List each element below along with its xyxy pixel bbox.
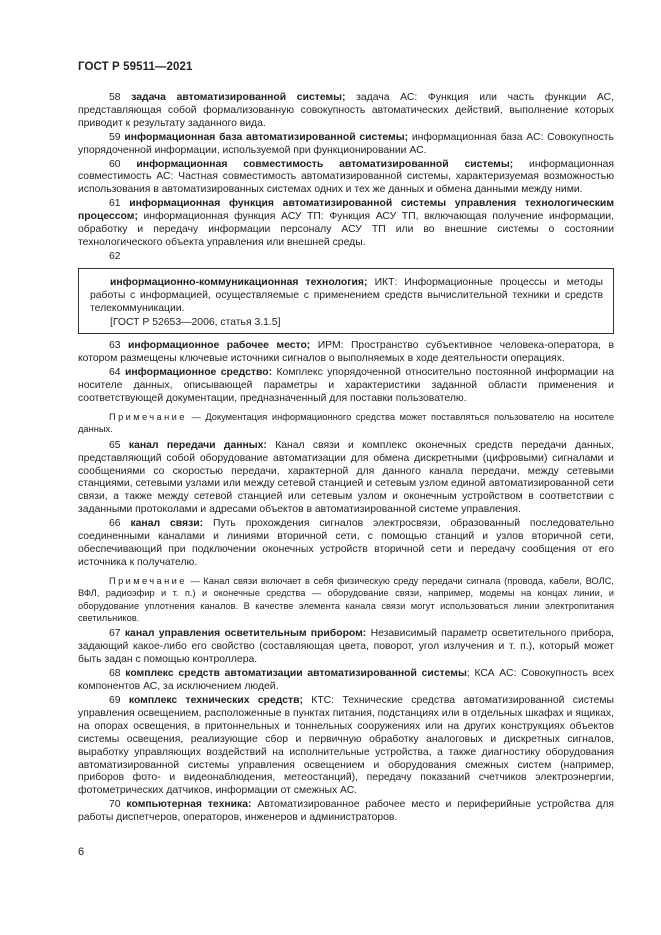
page-number: 6 — [78, 846, 85, 858]
entry-64: 64 информационное средство: Комплекс упорядоченной относительно постоянной информации на носителе данных, описывающей параметры и характеристики заданной области применения и соответствующей документации, предназначенный для поставки пользователю. — [78, 367, 614, 405]
term: информационно-коммуникационная технология; — [110, 276, 368, 288]
definition: Независимый параметр осветительного прибора, задающий какое-либо его свойство (составляющая цвета, поворот, угол излучения и т. п.), который может быть задан с помощью контроллера. — [78, 628, 614, 666]
term: комплекс технических средств; — [128, 694, 303, 706]
term: информационное средство: — [125, 367, 273, 379]
quoted-definition-box — [78, 268, 614, 335]
entry-62-number: 62 — [109, 250, 121, 262]
definition: Путь прохождения сигналов электросвязи, образованный последовательно соединенными каналами и линиями вторичной сети, с помощью станций и узлов вторичной сети, обеспечивающий при подключении оконечных устройств вторичной сети и передачу сообщения от его источника к получателю. — [78, 518, 614, 568]
entry-67: 67 канал управления осветительным прибором: Независимый параметр осветительного прибора, задающий какое-либо его свойство (составляющая цвета, поворот, угол излучения и т. п.), который может быть задан с помощью контроллера. — [78, 628, 614, 666]
source-reference: [ГОСТ Р 52653—2006, статья 3.1.5] — [110, 316, 281, 328]
note-text: — Документация информационного средства может поставляться пользователю на носителе данных. — [78, 411, 614, 435]
term: информационное рабочее место; — [128, 340, 311, 352]
entry-61: 61 информационная функция автоматизированной системы управления технологическим процессом; информационная функция АСУ ТП: Функция АСУ ТП, включающая получение информации, обработку и передачу информации персоналу АСУ ТП или во внешние системы о состоянии технологического объекта управления или внешней среды. — [78, 198, 615, 248]
term: комплекс средств автоматизации автоматизированной системы — [125, 668, 467, 680]
definition: информационная база АС: Совокупность упорядоченной информации, используемой при функционировании АС. — [78, 131, 614, 156]
definition: Канал связи и комплекс оконечных средств передачи данных, представляющий собой оборудование автоматизации для обмена дискретными (цифровыми) сигналами и сообщениями со скоростью передачи, характерной для данного канала передачи, между сетевыми станциями, сетевыми узлами или между сетевой станцией и сетевым узлом единой автоматизированной сети связи, а также между сетевой станцией или сетевым узлом и оконечным устройством в соответствии с заданными протоколами и адресами объектов в автоматизированной системе управления. — [78, 439, 614, 516]
note-label: Примечание — [109, 411, 187, 422]
entry-58: 58 задача автоматизированной системы; задача АС: Функция или часть функции АС, представляющая собой формализованную совокупность автоматических действий, выполнение которых приводит к результату заданного вида. — [78, 92, 614, 129]
definition: информационная совместимость АС: Частная совместимость автоматизированной системы, характеризуемая возможностью использования в автоматизированных системах одних и тех же данных и обмена данными между ними. — [78, 158, 614, 196]
term: информационная совместимость автоматизированной системы; — [136, 158, 514, 170]
term: информационная функция автоматизированной системы управления технологическим процессом; — [78, 198, 615, 223]
definition: задача АС: Функция или часть функции АС, представляющая собой формализованную совокупность автоматических действий, выполнение которых приводит к результату заданного вида. — [78, 92, 614, 129]
definition: Автоматизированное рабочее место и периферийные устройства для работы диспетчеров, операторов, инженеров и администраторов. — [78, 799, 615, 824]
definition: ИРМ: Пространство субъективное человека-оператора, в котором размещены ключевые источники сигналов о выполняемых в ходе деятельности операциях. — [78, 340, 614, 365]
note-64 — [78, 411, 614, 436]
note-66 — [78, 575, 614, 625]
entry-63: 63 информационное рабочее место; ИРМ: Пространство субъективное человека-оператора, в котором размещены ключевые источники сигналов о выполняемых в ходе деятельности операциях. — [78, 340, 614, 365]
entry-65: 65 канал передачи данных: Канал связи и комплекс оконечных средств передачи данных, представляющий собой оборудование автоматизации для обмена дискретными (цифровыми) сигналами и сообщениями со скоростью передачи, характерной для данного канала передачи, между сетевыми станциями, сетевыми узлами или между сетевой станцией и сетевым узлом единой автоматизированной сети связи, а также между сетевой станцией или сетевым узлом и оконечным устройством в соответствии с заданными протоколами и адресами объектов в автоматизированной системе управления. — [78, 439, 614, 516]
definition: информационная функция АСУ ТП: Функция АСУ ТП, включающая получение информации, обработку и передачу информации персоналу АСУ ТП или во внешние системы о состоянии технологического объекта управления или внешней среды. — [78, 211, 614, 248]
note-label: Примечание — [109, 575, 187, 586]
term: канал передачи данных: — [128, 439, 267, 451]
definitions-list — [78, 92, 614, 826]
term: канал связи: — [130, 518, 204, 530]
entry-59: 59 информационная база автоматизированной системы; информационная база АС: Совокупность упорядоченной информации, используемой при функционировании АС. — [78, 131, 614, 156]
term: канал управления осветительным прибором: — [124, 628, 367, 640]
definition: Комплекс упорядоченной относительно постоянной информации на носителе данных, описывающей параметры и характеристики заданной области применения и соответствующей документации, предназначенный для поставки пользователю. — [78, 367, 614, 405]
term: информационная база автоматизированной системы; — [124, 131, 409, 143]
entry-60: 60 информационная совместимость автоматизированной системы; информационная совместимость АС: Частная совместимость автоматизированной системы, характеризуемая возможностью использования в автоматизированных системах одних и тех же данных и обмена данными между ними. — [78, 158, 614, 196]
standard-header: ГОСТ Р 59511—2021 — [78, 61, 193, 73]
entry-70: 70 компьютерная техника: Автоматизированное рабочее место и периферийные устройства для работы диспетчеров, операторов, инженеров и администраторов. — [78, 799, 615, 824]
term: компьютерная техника: — [126, 799, 252, 811]
entry-68: 68 комплекс средств автоматизации автоматизированной системы; КСА АС: Совокупность всех компонентов АС, за исключением людей. — [78, 668, 614, 693]
definition: КТС: Технические средства автоматизированной системы управления освещением, расположенные в пунктах питания, подстанциях или в отдельных шкафах и ящиках, на опорах освещения, в притоннельных и тоннельных сооружениях или на других конструкциях объектов системы освещения, реализующие сбор и первичную обработку аналоговых и дискретных сигналов, выработку управляющих воздействий на исполнительные устройства, а также диагностику оборудования автоматизированной системы управления освещением и оборудования смежных систем (например, приборов фото- и видеонаблюдения, метеостанций), передачу показаний счетчиков электроэнергии, фотометрических датчиков, информации от смежных АС. — [78, 694, 614, 797]
note-text: — Канал связи включает в себя физическую среду передачи сигнала (провода, кабели, ВОЛС, ВФЛ, радиоэфир и т. п.) и оконечные средства — оборудование связи, например, модемы на концах линии, и оборудование уплотнения каналов. В качестве элемента канала связи могут использоваться линии электропитания светильников. — [78, 575, 614, 624]
entry-62 — [90, 277, 603, 316]
entry-69: 69 комплекс технических средств; КТС: Технические средства автоматизированной системы управления освещением, расположенные в пунктах питания, подстанциях или в отдельных шкафах и ящиках, на опорах освещения, в притоннельных и тоннельных сооружениях или на других конструкциях объектов системы освещения, реализующие сбор и первичную обработку аналоговых и дискретных сигналов, выработку управляющих воздействий на исполнительные устройства, а также диагностику оборудования автоматизированной системы управления освещением и оборудования смежных систем (например, приборов фото- и видеонаблюдения, метеостанций), передачу показаний счетчиков электроэнергии, фотометрических датчиков, информации от смежных АС. — [78, 694, 614, 797]
definition: ; КСА АС: Совокупность всех компонентов АС, за исключением людей. — [78, 668, 614, 693]
term: задача автоматизированной системы; — [131, 92, 346, 103]
entry-66: 66 канал связи: Путь прохождения сигналов электросвязи, образованный последовательно соединенными каналами и линиями вторичной сети, с помощью станций и узлов вторичной сети, обеспечивающий при подключении оконечных устройств вторичной сети и передачу сообщения от его источника к получателю. — [78, 518, 614, 568]
definition: ИКТ: Информационные процессы и методы работы с информацией, осуществляемые с применением средств вычислительной техники и средств телекоммуникации. — [90, 276, 603, 314]
